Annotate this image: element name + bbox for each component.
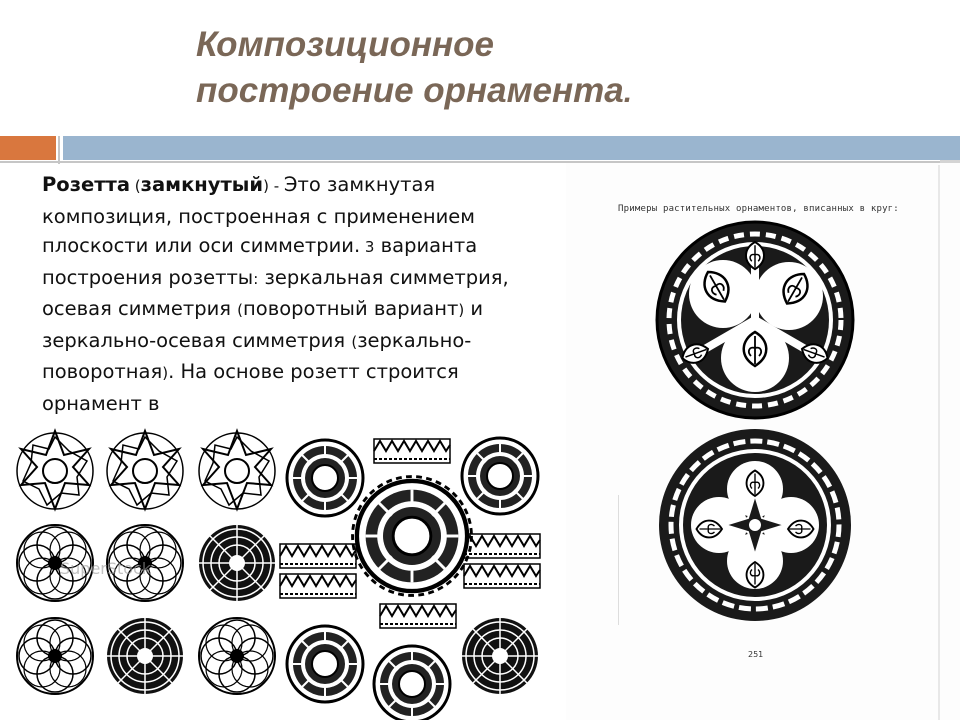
title-line-1: Композиционное — [196, 25, 494, 64]
rosette-7 — [17, 618, 93, 694]
scan-edge-left — [618, 495, 619, 625]
count: 3 — [360, 238, 375, 256]
sentence-2a: варианта построения розетты — [42, 234, 478, 289]
band-3 — [374, 439, 450, 463]
colon: : — [253, 269, 259, 288]
sentence-3: На основе розетт строится орнамент в — [42, 360, 459, 415]
sentence-1: Это замкнутая композиция, построенная с применением плоскости или оси симметрии. — [42, 173, 475, 257]
title-dot: . — [623, 76, 633, 109]
page-number: 251 — [748, 650, 764, 659]
figure-caption: Примеры растительных орнаментов, вписанных в круг: — [618, 204, 899, 214]
accent-bar-orange — [0, 136, 56, 160]
rosette-12 — [462, 438, 538, 514]
band-5 — [464, 534, 540, 558]
rosette-14 — [353, 477, 472, 596]
ornament-circle-top — [657, 222, 853, 418]
rosette-grid — [0, 426, 560, 720]
rosette-examples-image — [0, 426, 560, 720]
paren: ( — [351, 332, 358, 351]
rotary-variant: поворотный вариант — [243, 297, 459, 320]
paren: ) — [263, 177, 269, 195]
band-4 — [380, 604, 456, 628]
term-type: замкнутый — [140, 173, 264, 196]
rosette-1 — [17, 431, 93, 509]
body-text — [42, 170, 547, 428]
rosette-3 — [199, 431, 275, 509]
paren: ( — [237, 301, 244, 319]
sentence-2c: и зеркально-осевая симметрия — [42, 297, 484, 352]
rosette-6 — [199, 525, 275, 601]
band-2 — [280, 574, 356, 598]
divider-tick — [58, 136, 60, 164]
rosette-11 — [287, 626, 363, 702]
watermark: SuperStock — [60, 559, 152, 578]
paren: ( — [130, 177, 141, 195]
rosette-8 — [107, 618, 183, 694]
band-6 — [464, 564, 540, 588]
ornament-circle-bottom — [659, 429, 851, 621]
rosette-9 — [199, 618, 275, 694]
circle-ornaments — [640, 220, 870, 630]
band-1 — [280, 544, 356, 568]
accent-bar-blue — [63, 136, 960, 160]
paren: ) — [458, 301, 465, 319]
title-line-2: построение орнамента — [196, 71, 624, 110]
mirror-rotary: зеркально-поворотная — [42, 328, 472, 383]
sentence-2b: зеркальная симметрия, осевая симметрия — [42, 265, 509, 320]
slide-title — [196, 22, 796, 116]
rosette-15 — [374, 646, 450, 720]
term-rosette: Розетта — [42, 173, 131, 196]
rosette-10 — [287, 440, 363, 516]
dash: - — [268, 177, 284, 195]
rosette-2 — [107, 431, 183, 509]
period: . — [168, 360, 175, 383]
scan-edge — [938, 165, 940, 720]
rosette-13 — [462, 618, 538, 694]
paren: ) — [162, 364, 169, 382]
